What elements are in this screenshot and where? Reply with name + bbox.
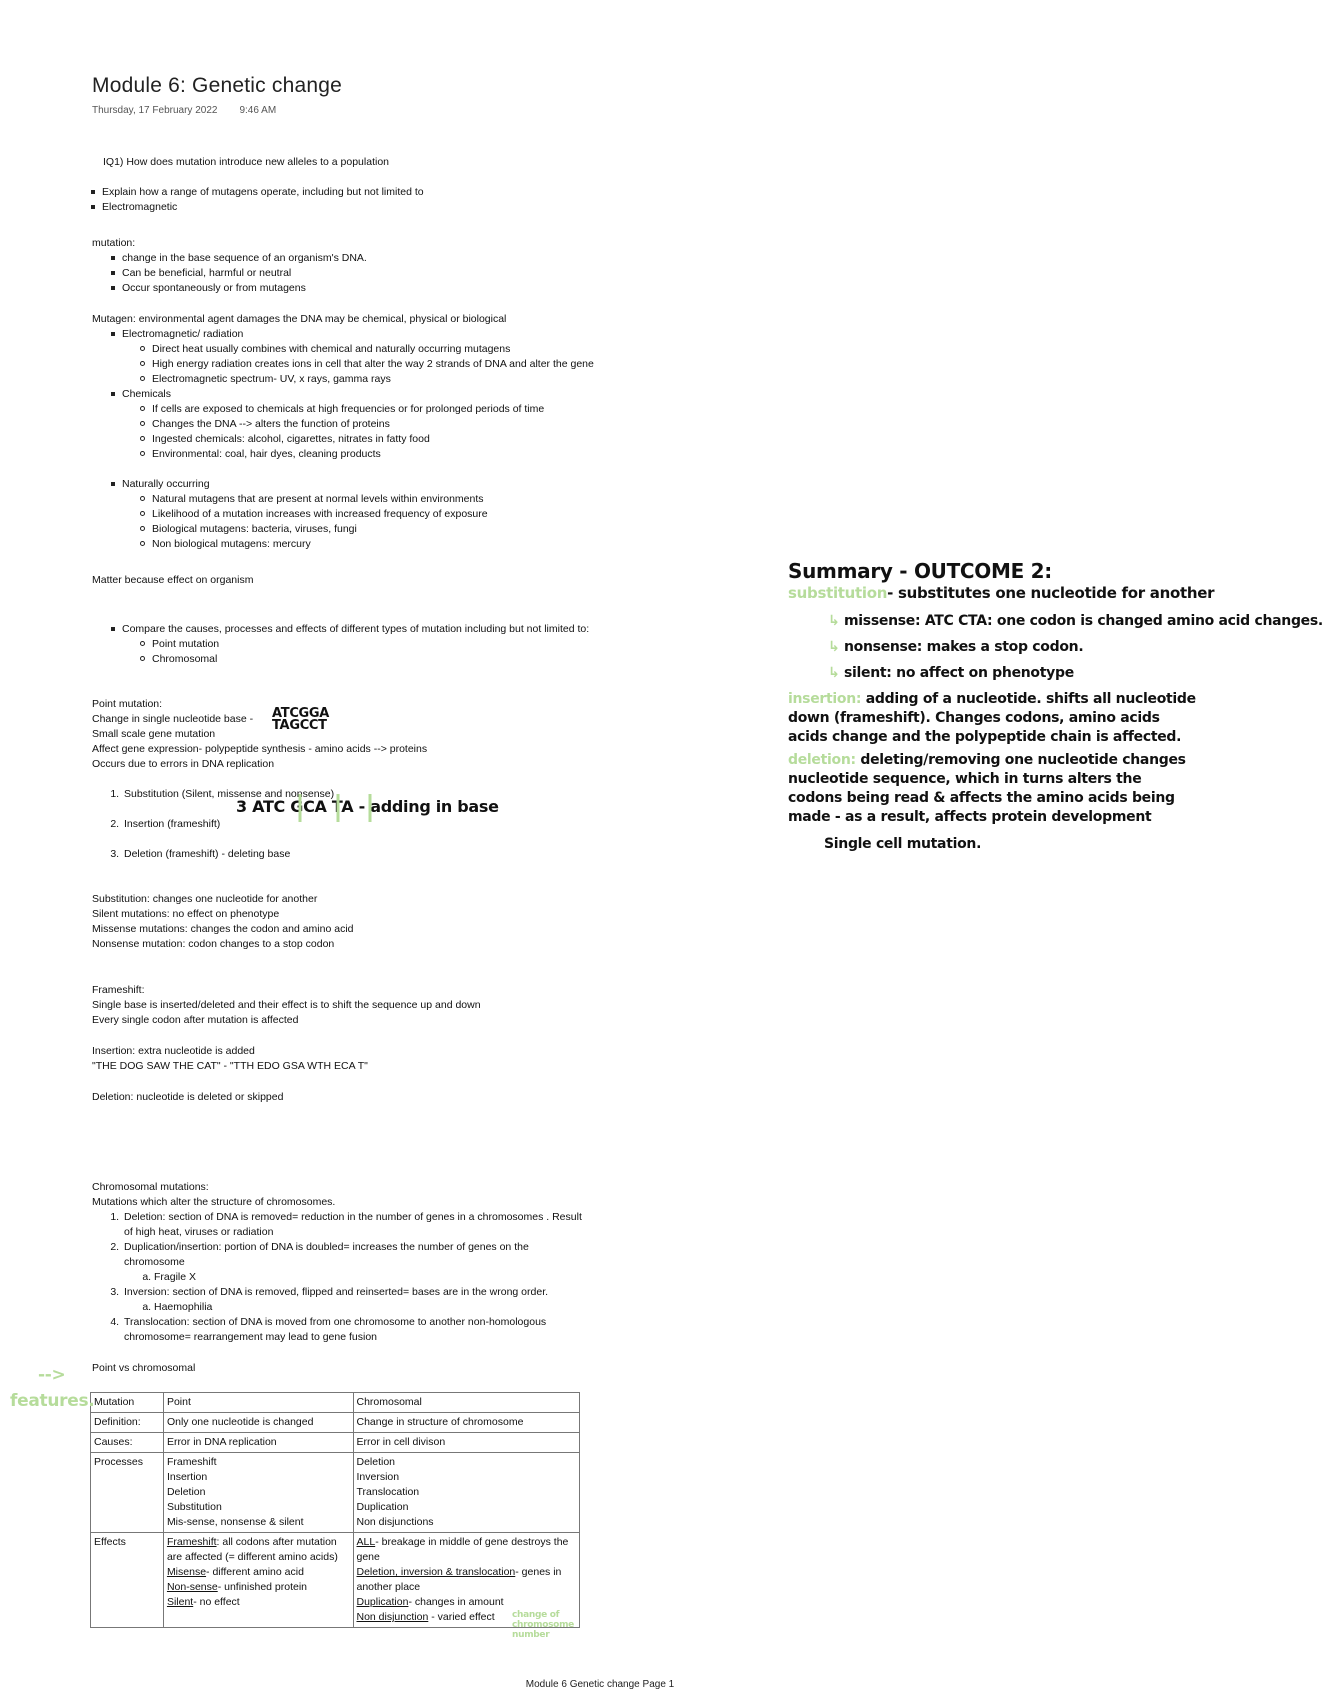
features-arrow: --> <box>38 1365 66 1385</box>
table-cell: Effects <box>91 1533 164 1628</box>
page-footer: Module 6 Genetic change Page 1 <box>525 1679 675 1690</box>
table-cell: Chromosomal <box>353 1393 580 1413</box>
list-item <box>122 622 662 667</box>
compare-text: Compare the causes, processes and effects of different types of mutation including but not limited to: <box>122 623 590 635</box>
list-item: Direct heat usually combines with chemical and naturally occurring mutagens <box>152 342 594 357</box>
underlined-term: Duplication <box>356 1596 409 1608</box>
point-mutation-section <box>92 697 427 862</box>
term-text: - unfinished protein <box>217 1581 308 1593</box>
point-line: Change in single nucleotide base - <box>92 713 254 725</box>
point-line: Small scale gene mutation <box>92 728 216 740</box>
substitution-text: - substitutes one nucleotide for another <box>887 584 1215 602</box>
cell-line: Mis-sense, nonsense & silent <box>166 1516 304 1528</box>
term-text: - varied effect <box>428 1611 495 1623</box>
cell-line <box>167 1565 350 1580</box>
cell-line: Inversion <box>356 1471 400 1483</box>
table-cell <box>353 1453 580 1533</box>
table-cell: Processes <box>91 1453 164 1533</box>
chem-title: Chemicals <box>122 388 172 400</box>
term-text: : all codons after mutation are affected (= different amino acids) <box>166 1536 338 1563</box>
list-item: 2. Insertion (frameshift) <box>122 817 427 832</box>
cell-line: Substitution <box>166 1501 222 1513</box>
table-cell: Causes: <box>91 1433 164 1453</box>
summary-insertion <box>788 690 1198 747</box>
compare-list <box>122 637 662 667</box>
table-cell <box>163 1533 353 1628</box>
list-item: 1. Deletion: section of DNA is removed= reduction in the number of genes in a chromosomes . Result of high heat, viruses or radiation <box>122 1210 592 1240</box>
substitution-line: Substitution: changes one nucleotide for another <box>92 893 318 905</box>
list-item: a. Haemophilia <box>154 1300 592 1315</box>
list-item: Changes the DNA --> alters the function of proteins <box>152 417 594 432</box>
substitution-line: Missense mutations: changes the codon and amino acid <box>92 923 354 935</box>
list-item: a. Fragile X <box>154 1270 592 1285</box>
table-cell <box>163 1453 353 1533</box>
point-line: Point mutation: <box>92 698 163 710</box>
insertion-line: "THE DOG SAW THE CAT" - "TTH EDO GSA WTH ECA T" <box>92 1060 368 1072</box>
sub-list <box>124 1300 592 1315</box>
item-text: Inversion: section of DNA is removed, flipped and reinserted= bases are in the wrong order. <box>124 1286 549 1298</box>
insertion-section <box>92 1044 368 1074</box>
matter-line: Matter because effect on organism <box>92 574 254 586</box>
em-list <box>122 342 594 387</box>
point-line: Affect gene expression- polypeptide synthesis - amino acids --> proteins <box>92 743 428 755</box>
list-item <box>122 327 594 387</box>
chem-list <box>122 402 594 462</box>
underlined-term: Non disjunction <box>356 1611 429 1623</box>
summary-notes <box>788 559 1323 855</box>
list-item: 1. Substitution (Silent, missense and nonsense) <box>122 787 427 802</box>
list-item: Non biological mutagens: mercury <box>152 537 594 552</box>
date-text: Thursday, 17 February 2022 <box>92 105 218 116</box>
substitution-label: substitution <box>788 584 888 602</box>
list-item: Biological mutagens: bacteria, viruses, fungi <box>152 522 594 537</box>
deletion-line: Deletion: nucleotide is deleted or skipped <box>92 1091 284 1103</box>
mutagen-heading: Mutagen: environmental agent damages the DNA may be chemical, physical or biological <box>92 313 507 325</box>
list-item: High energy radiation creates ions in cell that alter the way 2 strands of DNA and alter the gene <box>152 358 594 370</box>
table-cell: Error in cell divison <box>353 1433 580 1453</box>
list-item: Natural mutagens that are present at normal levels within environments <box>152 492 594 507</box>
underlined-term: Non-sense <box>166 1581 218 1593</box>
underlined-term: Misense <box>166 1566 207 1578</box>
substitution-section <box>92 892 354 952</box>
item-text: Duplication/insertion: portion of DNA is doubled= increases the number of genes on the chromosome <box>124 1241 529 1268</box>
cell-line <box>167 1580 350 1595</box>
frameshift-section <box>92 983 481 1028</box>
arrow-icon: ↳ <box>828 613 845 629</box>
arrow-icon: ↳ <box>828 639 845 655</box>
list-item: 4. Translocation: section of DNA is moved from one chromosome to another non-homologous chromosome= rearrangement may lead to gene fusion <box>122 1315 592 1345</box>
term-text: - changes in amount <box>408 1596 504 1608</box>
table-row <box>91 1433 580 1453</box>
mutagen-section <box>92 312 594 552</box>
em-title: Electromagnetic/ radiation <box>122 328 244 340</box>
frameshift-line: Single base is inserted/deleted and their effect is to shift the sequence up and down <box>92 999 481 1011</box>
table-cell: Only one nucleotide is changed <box>163 1413 353 1433</box>
summary-silent <box>788 662 1198 684</box>
list-item: Can be beneficial, harmful or neutral <box>122 266 367 281</box>
substitution-line: Nonsense mutation: codon changes to a stop codon <box>92 938 335 950</box>
table-row <box>91 1393 580 1413</box>
insertion-marks <box>290 790 380 830</box>
list-item <box>122 1240 592 1285</box>
cell-line: Translocation <box>356 1486 420 1498</box>
substitution-line: Silent mutations: no effect on phenotype <box>92 908 280 920</box>
list-item <box>122 1285 592 1315</box>
underlined-term: ALL <box>356 1536 376 1548</box>
summary-missense <box>788 610 1323 632</box>
cell-line <box>357 1595 577 1610</box>
list-item: Point mutation <box>152 637 662 652</box>
term-text: - different amino acid <box>206 1566 304 1578</box>
list-item: Electromagnetic spectrum- UV, x rays, gamma rays <box>152 372 594 387</box>
cell-line <box>357 1565 577 1595</box>
cell-line <box>357 1535 577 1565</box>
cell-line: Duplication <box>356 1501 409 1513</box>
chromosomal-heading: Chromosomal mutations: <box>92 1181 209 1193</box>
term-text: - no effect <box>193 1596 240 1608</box>
chromosomal-list <box>92 1210 592 1345</box>
nonsense-text: nonsense: makes a stop codon. <box>844 639 1084 655</box>
underlined-term: Frameshift <box>166 1536 217 1548</box>
compare-section <box>92 622 662 667</box>
list-item: 3. Deletion (frameshift) - deleting base <box>122 847 427 862</box>
point-vs-heading: Point vs chromosomal <box>92 1362 196 1374</box>
list-item: Chromosomal <box>152 652 662 667</box>
arrow-icon: ↳ <box>828 665 845 681</box>
cell-line: Frameshift <box>166 1456 217 1468</box>
cell-line: Non disjunctions <box>356 1516 434 1528</box>
list-item: Likelihood of a mutation increases with increased frequency of exposure <box>152 507 594 522</box>
cell-line: Deletion <box>166 1486 206 1498</box>
frameshift-line: Every single codon after mutation is affected <box>92 1014 299 1026</box>
summary-single: Single cell mutation. <box>824 836 982 852</box>
point-line: Occurs due to errors in DNA replication <box>92 758 275 770</box>
term-text: - breakage in middle of gene destroys the gene <box>356 1536 569 1563</box>
mutation-list <box>92 251 367 296</box>
inquiry-question: IQ1) How does mutation introduce new alleles to a population <box>103 156 390 168</box>
cell-line <box>167 1535 350 1565</box>
underlined-term: Deletion, inversion & translocation <box>356 1566 516 1578</box>
cell-line: Insertion <box>166 1471 208 1483</box>
insertion-text: adding of a nucleotide. shifts all nucleotide down (frameshift). Changes codons, amino acids acids change and the polypeptide chain is affected. <box>788 691 1196 745</box>
insertion-label: insertion: <box>788 691 862 707</box>
chromosomal-sub: Mutations which alter the structure of chromosomes. <box>92 1196 336 1208</box>
handwritten-codons <box>272 708 329 732</box>
mutagen-types <box>92 327 594 552</box>
list-item <box>122 387 594 477</box>
list-item: Ingested chemicals: alcohol, cigarettes, nitrates in fatty food <box>152 432 594 447</box>
list-item: change in the base sequence of an organism's DNA. <box>122 252 367 264</box>
page-title: Module 6: Genetic change <box>92 74 342 97</box>
codon-line: ATCGGA <box>272 706 330 721</box>
term-text: - genes in another place <box>356 1566 562 1593</box>
mutation-section <box>92 236 367 296</box>
table-cell: Mutation <box>91 1393 164 1413</box>
summary-substitution <box>788 582 1215 604</box>
table-cell: Point <box>163 1393 353 1413</box>
deletion-text: deleting/removing one nucleotide changes nucleotide sequence, which in turns alters the codons being read & affects the amino acids being made - as a result, affects protein development <box>788 752 1186 825</box>
summary-title: Summary - OUTCOME 2: <box>788 559 1052 583</box>
chromosomal-section <box>92 1180 592 1345</box>
cell-line <box>167 1595 350 1610</box>
list-item: If cells are exposed to chemicals at high frequencies or for prolonged periods of time <box>152 402 594 417</box>
sub-list <box>124 1270 592 1285</box>
mutation-heading: mutation: <box>92 237 136 249</box>
table-cell: Change in structure of chromosome <box>353 1413 580 1433</box>
table-margin-note: change of chromosome number <box>512 1610 574 1640</box>
frameshift-line: Frameshift: <box>92 984 145 996</box>
features-note: features. <box>10 1391 95 1411</box>
nat-title: Naturally occurring <box>122 478 210 490</box>
handwritten-insertion-example: 3 ATC GCA TA - adding in base <box>236 797 499 816</box>
page-date <box>92 105 276 116</box>
time-text: 9:46 AM <box>239 105 277 116</box>
list-item: Electromagnetic <box>102 200 424 215</box>
deletion-label: deletion: <box>788 752 856 768</box>
insertion-line: Insertion: extra nucleotide is added <box>92 1045 255 1057</box>
cell-line: Deletion <box>356 1456 396 1468</box>
codon-line: TAGCCT <box>272 718 327 733</box>
summary-nonsense <box>788 636 1198 658</box>
nat-list <box>122 492 594 552</box>
explain-bullets <box>72 185 424 215</box>
summary-deletion <box>788 751 1198 827</box>
table-row <box>91 1533 580 1628</box>
list-item: Explain how a range of mutagens operate, including but not limited to <box>102 186 424 198</box>
underlined-term: Silent <box>166 1596 194 1608</box>
missense-text: missense: ATC CTA: one codon is changed amino acid changes. <box>844 613 1323 629</box>
list-item <box>122 477 594 552</box>
list-item: Occur spontaneously or from mutagens <box>122 281 367 296</box>
list-item: Environmental: coal, hair dyes, cleaning products <box>152 447 594 462</box>
table-row <box>91 1453 580 1533</box>
table-cell: Definition: <box>91 1413 164 1433</box>
comparison-table <box>90 1392 580 1628</box>
table-row <box>91 1413 580 1433</box>
silent-text: silent: no affect on phenotype <box>844 665 1074 681</box>
table-cell: Error in DNA replication <box>163 1433 353 1453</box>
